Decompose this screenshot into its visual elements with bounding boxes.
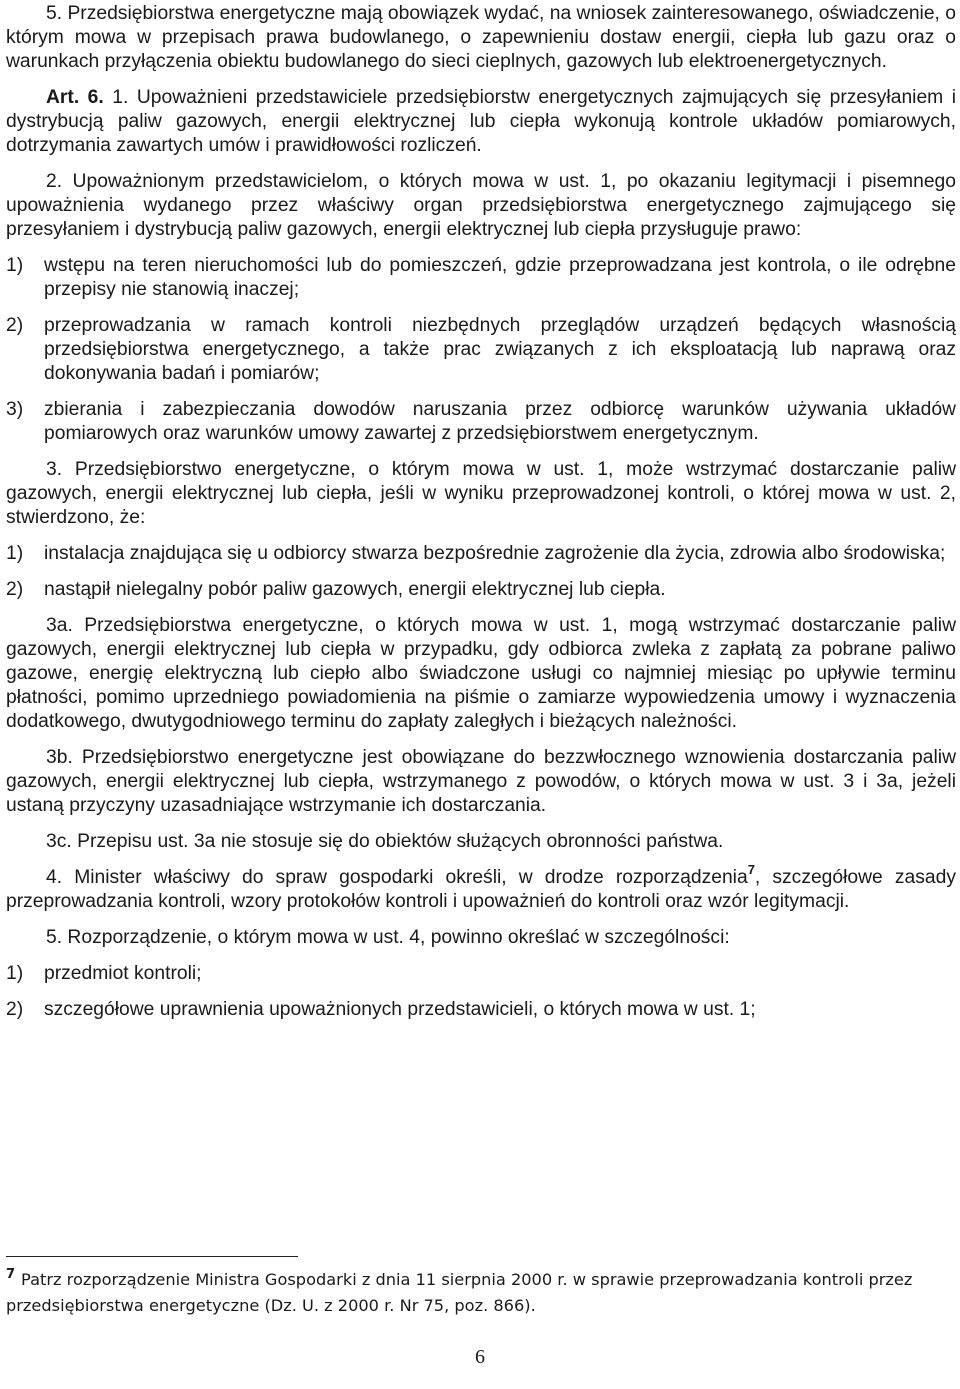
list-item-number: 1) [6, 255, 24, 276]
list-item-number: 2) [6, 999, 24, 1020]
article-label: Art. 6. [46, 87, 104, 108]
article-6-paragraph-3c: 3c. Przepisu ust. 3a nie stosuje się do obiektów służących obronności państwa. [46, 831, 724, 852]
article-6-paragraph-1 [6, 86, 956, 158]
footnote-reference[interactable]: 7 [747, 861, 755, 877]
article-6-paragraph-4 [6, 861, 956, 914]
list-item-text: instalacja znajdująca się u odbiorcy stwarza bezpośrednie zagrożenie dla życia, zdrowia albo środowiska; [44, 543, 946, 564]
paragraph-5-intro: 5. Przedsiębiorstwa energetyczne mają obowiązek wydać, na wniosek zainteresowanego, oświadczenie, o którym mowa w przepisach prawa budowlanego, o zapewnieniu dostaw energii, ciepła lub gazu oraz o warunkach przyłączenia obiektu budowlanego do sieci cieplnych, gazowych lub elektroenergetycznych. [6, 3, 956, 72]
document-page [6, 0, 957, 1315]
list-item [6, 962, 956, 986]
paragraph-text: 4. Minister właściwy do spraw gospodarki określi, w drodze rozporządzenia [46, 867, 748, 888]
list-item-text: zbierania i zabezpieczania dowodów naruszania przez odbiorcę warunków używania układów pomiarowych oraz warunków umowy zawartej z przedsiębiorstwem energetycznym. [44, 399, 956, 444]
article-6-paragraph-2: 2. Upoważnionym przedstawicielom, o których mowa w ust. 1, po okazaniu legitymacji i pisemnego upoważnienia wydanego przez właściwy organ przedsiębiorstwa energetycznego zajmującego się przesyłaniem i dystrybucją paliw gazowych, energii elektrycznej lub ciepła przysługuje prawo: [6, 171, 956, 240]
article-6-paragraph-3a: 3a. Przedsiębiorstwa energetyczne, o których mowa w ust. 1, mogą wstrzymać dostarczanie paliw gazowych, energii elektrycznej lub ciepła w przypadku, gdy odbiorca zwleka z zapłatą za pobrane paliwo gazowe, energię elektryczną lub ciepło albo świadczone usługi co najmniej miesiąc po upływie terminu płatności, pomimo uprzedniego powiadomienia na piśmie o zamiarze wypowiedzenia umowy i wyznaczenia dodatkowego, dwutygodniowego terminu do zapłaty zaległych i bieżących należności. [6, 615, 956, 732]
list-item-text: wstępu na teren nieruchomości lub do pomieszczeń, gdzie przeprowadzana jest kontrola, o ile odrębne przepisy nie stanowią inaczej; [44, 255, 956, 300]
paragraph-text: 1. Upoważnieni przedstawiciele przedsiębiorstw energetycznych zajmujących się przesyłaniem i dystrybucją paliw gazowych, energii elektrycznej lub ciepła wykonują kontrole układów pomiarowych, dotrzymania zawartych umów i prawidłowości rozliczeń. [6, 87, 957, 156]
article-6-paragraph-3b: 3b. Przedsiębiorstwo energetyczne jest obowiązane do bezzwłocznego wznowienia dostarczania paliw gazowych, energii elektrycznej lub ciepła, wstrzymanego z powodów, o których mowa w ust. 3 i 3a, jeżeli ustaną przyczyny uzasadniające wstrzymanie ich dostarczania. [6, 747, 956, 816]
list-item [6, 314, 956, 386]
footnote-separator [6, 1256, 298, 1257]
list-item-number: 2) [6, 315, 24, 336]
footnote-mark: 7 [6, 1267, 16, 1282]
paragraph-text: , szczegółowe zasady przeprowadzania kontroli, wzory protokołów kontroli i upoważnień do kontroli oraz wzór legitymacji. [6, 867, 956, 912]
article-6-paragraph-5: 5. Rozporządzenie, o którym mowa w ust. 4, powinno określać w szczególności: [46, 927, 730, 948]
page-number: 6 [475, 1346, 485, 1368]
list-item [6, 998, 956, 1022]
footnote-text: Patrz rozporządzenie Ministra Gospodarki z dnia 11 sierpnia 2000 r. w sprawie przeprowadzania kontroli przez przedsiębiorstwa energetyczne (Dz. U. z 2000 r. Nr 75, poz. 866). [6, 1270, 913, 1315]
article-6-paragraph-3: 3. Przedsiębiorstwo energetyczne, o którym mowa w ust. 1, może wstrzymać dostarczanie paliw gazowych, energii elektrycznej lub ciepła, jeśli w wyniku przeprowadzonej kontroli, o której mowa w ust. 2, stwierdzono, że: [6, 459, 956, 528]
list-item [6, 254, 956, 302]
list-item-number: 1) [6, 963, 24, 984]
list-item-number: 1) [6, 543, 24, 564]
list-item-text: przedmiot kontroli; [44, 963, 202, 984]
footnote [6, 1268, 956, 1318]
list-item-text: szczegółowe uprawnienia upoważnionych przedstawicieli, o których mowa w ust. 1; [44, 999, 756, 1020]
list-item-text: nastąpił nielegalny pobór paliw gazowych, energii elektrycznej lub ciepła. [44, 579, 666, 600]
list-item-number: 2) [6, 579, 24, 600]
list-item [6, 578, 956, 602]
list-item [6, 398, 956, 446]
list-item-text: przeprowadzania w ramach kontroli niezbędnych przeglądów urządzeń będących własnością przedsiębiorstwa energetycznego, a także prac związanych z ich eksploatacją lub naprawą oraz dokonywania badań i pomiarów; [44, 315, 956, 384]
list-item [6, 542, 956, 566]
list-item-number: 3) [6, 399, 24, 420]
